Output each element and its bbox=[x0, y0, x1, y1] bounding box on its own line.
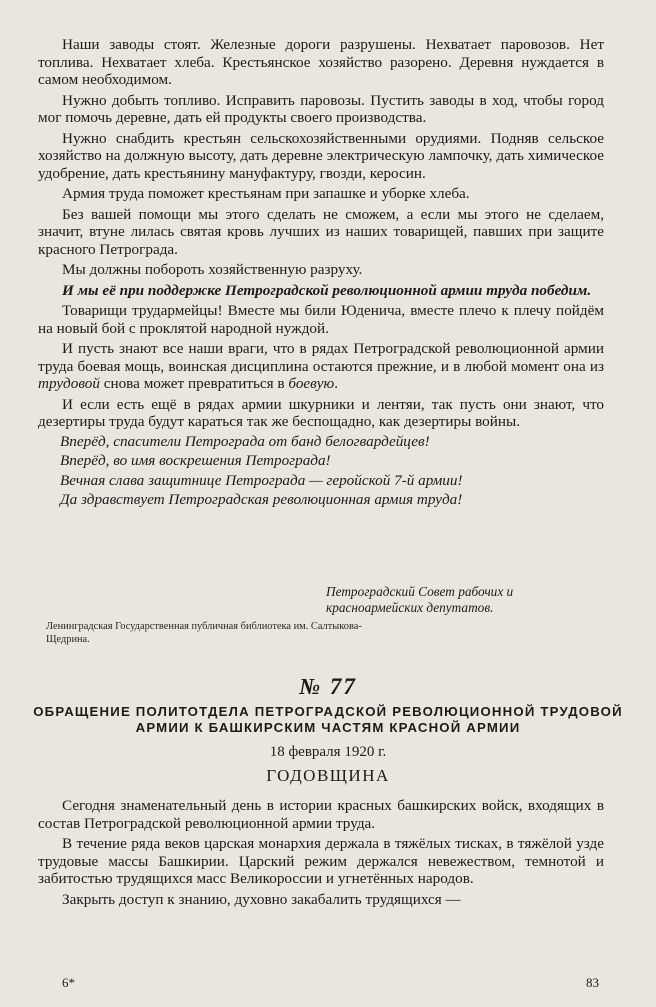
slogan: Да здравствует Петроградская революционная армия труда! bbox=[60, 491, 463, 508]
slogan: Вечная слава защитнице Петрограда — геройской 7-й армии! bbox=[60, 471, 463, 489]
document-body bbox=[38, 797, 604, 908]
paragraph: Армия труда поможет крестьянам при запашке и уборке хлеба. bbox=[62, 185, 470, 202]
paragraph: Сегодня знаменательный день в истории красных башкирских войск, входящих в состав Петроградской революционной армии труда. bbox=[38, 797, 604, 832]
document-heading: ОБРАЩЕНИЕ ПОЛИТОТДЕЛА ПЕТРОГРАДСКОЙ РЕВОЛЮЦИОННОЙ ТРУДОВОЙ АРМИИ К БАШКИРСКИМ ЧАСТЯМ КРАСНОЙ АРМИИ bbox=[33, 704, 623, 735]
emphasis-paragraph: И мы её при поддержке Петроградской революционной армии труда победим. bbox=[62, 281, 592, 299]
document-number: № 77 bbox=[299, 674, 357, 699]
archive-source: Ленинградская Государственная публичная библиотека им. Салтыкова-Щедрина. bbox=[46, 621, 362, 645]
appeal-continuation bbox=[38, 36, 604, 511]
slogan: Вперёд, спасители Петрограда от банд белогвардейцев! bbox=[60, 432, 430, 450]
appeal-signature: Петроградский Совет рабочих и красноармейских депутатов. bbox=[326, 584, 514, 615]
paragraph: Товарищи трудармейцы! Вместе мы били Юденича, вместе плечо к плечу пойдём на новый бой с проклятой народной нуждой. bbox=[38, 302, 604, 337]
paragraph: И если есть ещё в рядах армии шкурники и лентяи, так пусть они знают, что дезертиры труда будут караться так же беспощадно, как дезертиры войны. bbox=[38, 395, 604, 430]
enemies-paragraph: И пусть знают все наши враги, что в рядах Петроградской революционной армии труда боевая мощь, воинская дисциплина остаются прежние, и в любой момент она из трудовой снова может превратиться в боевую. bbox=[38, 340, 604, 392]
emphasis-word: трудовой bbox=[38, 375, 100, 392]
paragraph: Наши заводы стоят. Железные дороги разрушены. Нехватает паровозов. Нет топлива. Нехватает хлеба. Крестьянское хозяйство разорено. Деревня нуждается в самом необходимом. bbox=[38, 36, 604, 88]
document-subtitle: ГОДОВЩИНА bbox=[266, 766, 390, 785]
slogan: Вперёд, во имя воскрешения Петрограда! bbox=[60, 452, 331, 469]
paragraph: Нужно снабдить крестьян сельскохозяйственными орудиями. Подняв сельское хозяйство на должную высоту, дать деревне электрическую лампочку, дать химическое удобрение, дать крестьянину мануфактуру, гвозди, керосин. bbox=[38, 129, 604, 182]
paragraph: Мы должны побороть хозяйственную разруху. bbox=[62, 261, 363, 278]
page-number: 83 bbox=[586, 975, 599, 990]
paragraph: Закрыть доступ к знанию, духовно закабалить трудящихся — bbox=[62, 890, 461, 908]
paragraph: В течение ряда веков царская монархия держала в тяжёлых тисках, в тяжёлой узде трудовые массы Башкирии. Царский режим держался невежеством, темнотой и забитостью трудящихся масс Великороссии и угнетённых народов. bbox=[38, 835, 604, 887]
paragraph: Нужно добыть топливо. Исправить паровозы. Пустить заводы в ход, чтобы город мог помочь деревне, дать ей продукты своего производства. bbox=[38, 91, 604, 126]
paragraph: Без вашей помощи мы этого сделать не сможем, а если мы этого не сделаем, значит, втуне лилась святая кровь лучших из наших товарищей, павших при защите красного Петрограда. bbox=[38, 205, 604, 258]
slogans bbox=[60, 433, 604, 509]
emphasis-word: боевую bbox=[288, 375, 335, 392]
signature-mark: 6* bbox=[62, 975, 75, 990]
document-date: 18 февраля 1920 г. bbox=[269, 744, 387, 760]
